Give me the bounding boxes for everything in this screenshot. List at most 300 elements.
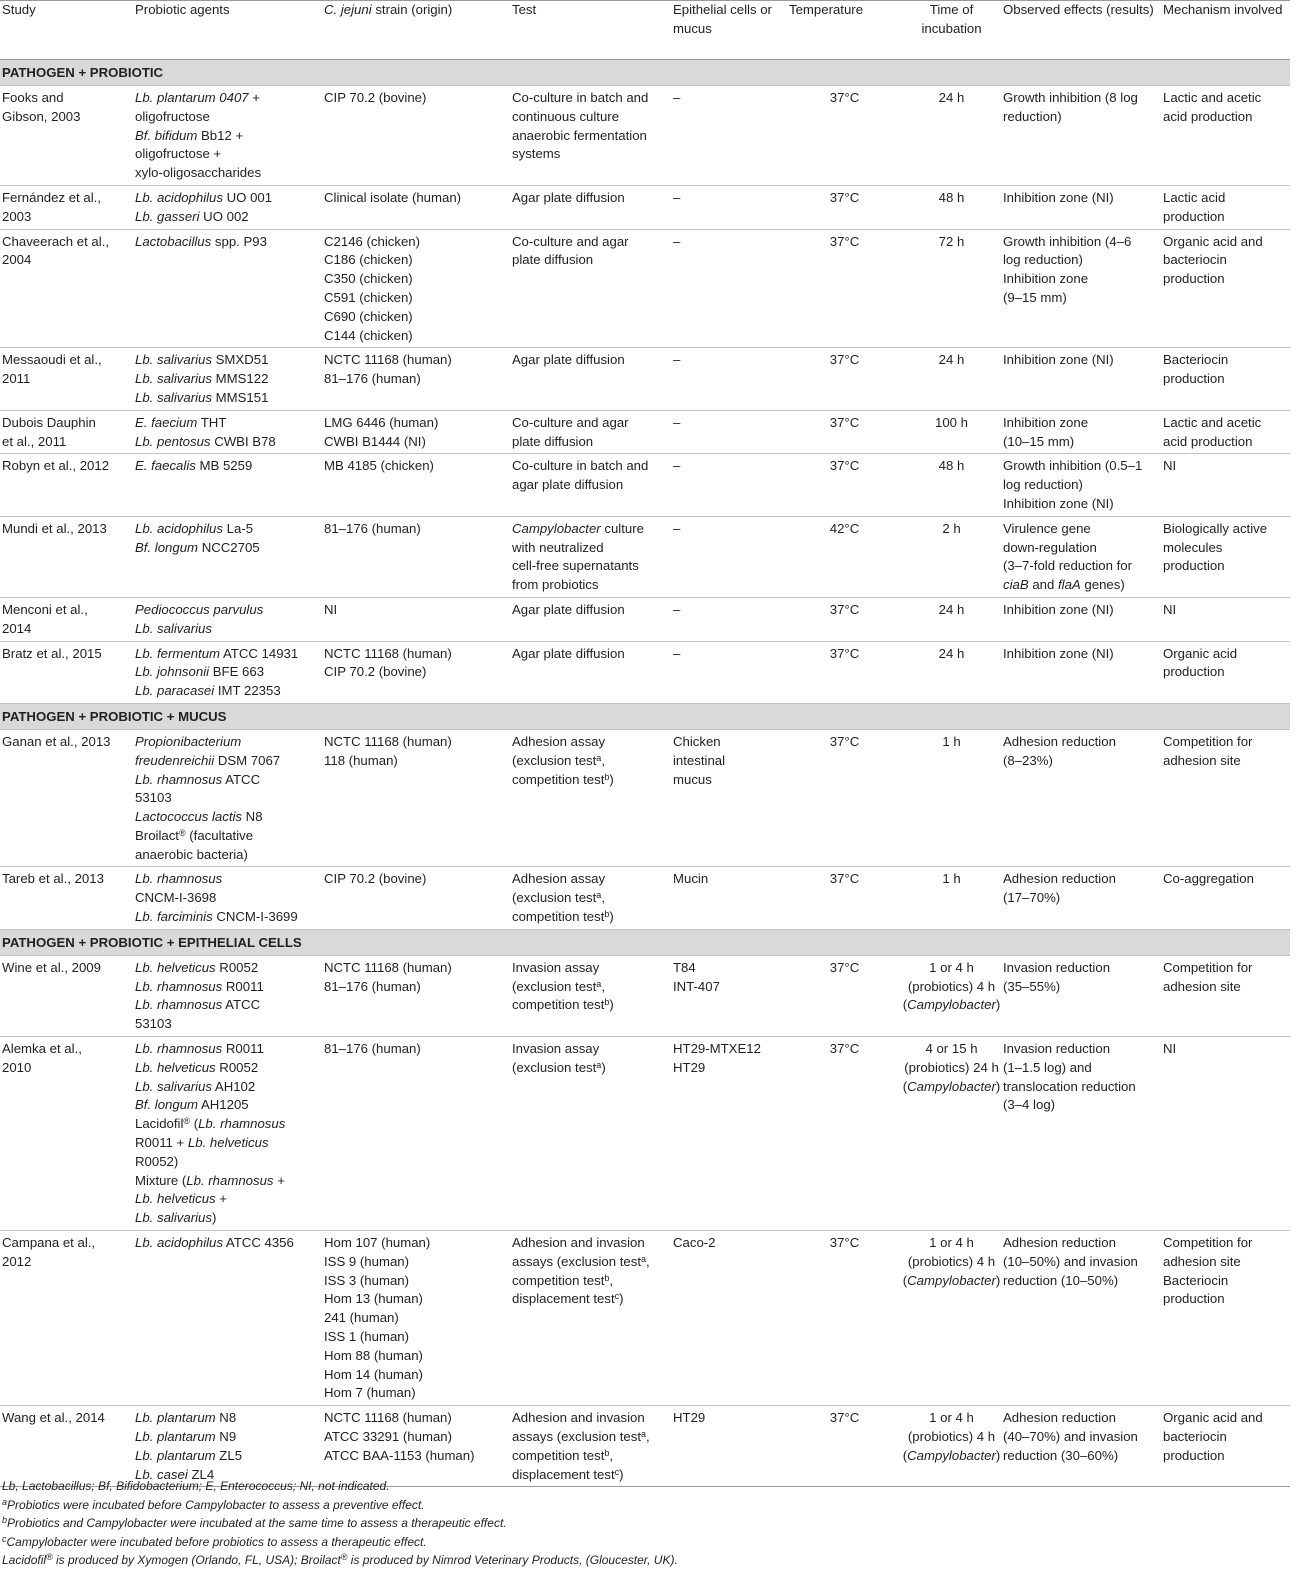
cell-strain-line: Hom 13 (human) — [324, 1291, 423, 1307]
cell-probiotic-line: Lb. salivarius SMXD51 — [135, 352, 269, 368]
cell-temp-line: 37°C — [829, 189, 860, 205]
cell-cells — [671, 867, 787, 929]
cell-probiotic-line: Lb. gasseri UO 002 — [135, 208, 249, 224]
header-effects: Observed effects (results) — [1001, 1, 1161, 60]
table-row — [0, 597, 1290, 641]
cell-strain — [322, 348, 510, 410]
cell-temp-line: 37°C — [829, 414, 860, 430]
cell-cells — [671, 229, 787, 348]
cell-study — [0, 229, 133, 348]
cell-effects-line: Adhesion reduction — [1003, 871, 1116, 887]
cell-cells — [671, 348, 787, 410]
cell-strain-line: CWBI B1444 (NI) — [324, 433, 426, 449]
cell-mechanism — [1161, 641, 1290, 703]
cell-mechanism-line: Lactic acid — [1163, 189, 1226, 205]
cell-test-line: Agar plate diffusion — [512, 601, 625, 617]
cell-test-line: from probiotics — [512, 577, 599, 593]
cell-probiotic-line: Lb. salivarius) — [135, 1210, 217, 1226]
cell-effects — [1001, 185, 1161, 229]
cell-probiotic-line: anaerobic bacteria) — [135, 846, 248, 862]
table-row — [0, 1406, 1290, 1487]
cell-study-line: Wine et al., 2009 — [2, 959, 101, 975]
cell-effects — [1001, 348, 1161, 410]
cell-strain-line: Clinical isolate (human) — [324, 189, 462, 205]
cell-strain — [322, 1231, 510, 1406]
cell-test-line: assays (exclusion test$^a$, — [512, 1253, 650, 1269]
cell-test-line: Agar plate diffusion — [512, 645, 625, 661]
cell-probiotic-line: Lb. johnsonii BFE 663 — [135, 664, 265, 680]
cell-mechanism — [1161, 410, 1290, 454]
cell-time — [900, 729, 1001, 867]
cell-study-line: Bratz et al., 2015 — [2, 645, 102, 661]
cell-probiotic — [133, 641, 322, 703]
cell-effects-line: (1–1.5 log) and — [1003, 1059, 1092, 1075]
cell-temp — [787, 185, 900, 229]
cell-probiotic-line: R0011 + Lb. helveticus — [135, 1135, 269, 1151]
cell-study — [0, 348, 133, 410]
cell-mechanism — [1161, 1406, 1290, 1487]
cell-probiotic-line: Lb. pentosus CWBI B78 — [135, 433, 276, 449]
cell-study — [0, 86, 133, 186]
cell-mechanism-line: production — [1163, 1447, 1225, 1463]
cell-test — [510, 410, 671, 454]
cell-temp — [787, 454, 900, 516]
cell-cells-line: T84 — [673, 959, 696, 975]
cell-temp — [787, 229, 900, 348]
cell-study-line: 2011 — [2, 371, 31, 387]
cell-study-line: et al., 2011 — [2, 433, 67, 449]
cell-test-line: displacement test$^c$) — [512, 1466, 624, 1482]
cell-time-line: (Campylobacter) — [902, 997, 1001, 1013]
cell-mechanism-line: acid production — [1163, 108, 1253, 124]
cell-strain-line: ISS 9 (human) — [324, 1253, 410, 1269]
header-probiotic-agents: Probiotic agents — [133, 1, 322, 60]
cell-strain-line: NCTC 11168 (human) — [324, 733, 452, 749]
cell-effects-line: log reduction) — [1003, 252, 1083, 268]
cell-probiotic-line: Lacidofil® (Lb. rhamnosus — [135, 1116, 286, 1132]
table-row — [0, 410, 1290, 454]
cell-effects-line: (8–23%) — [1003, 752, 1053, 768]
cell-probiotic-line: xylo-oligosaccharides — [135, 165, 262, 181]
cell-test — [510, 729, 671, 867]
cell-study-line: Wang et al., 2014 — [2, 1410, 105, 1426]
cell-test-line: cell-free supernatants — [512, 558, 639, 574]
cell-mechanism-line: NI — [1163, 458, 1177, 474]
cell-study-line: 2014 — [2, 620, 32, 636]
cell-time-line: (probiotics) 4 h — [907, 1253, 996, 1269]
cell-test — [510, 86, 671, 186]
cell-mechanism — [1161, 867, 1290, 929]
cell-effects — [1001, 454, 1161, 516]
cell-strain-line: NCTC 11168 (human) — [324, 352, 452, 368]
cell-cells-line: HT29-MTXE12 — [673, 1041, 761, 1057]
cell-test — [510, 867, 671, 929]
cell-test-line: (exclusion test$^a$, — [512, 890, 605, 906]
cell-effects — [1001, 1231, 1161, 1406]
cell-probiotic-line: Lb. acidophilus La-5 — [135, 520, 254, 536]
cell-time — [900, 516, 1001, 597]
cell-cells-line: intestinal — [673, 752, 726, 768]
cell-cells — [671, 597, 787, 641]
cell-time-line: 24 h — [938, 601, 965, 617]
table-header-row — [0, 1, 1290, 60]
header-strain-species: C. jejuni — [324, 2, 372, 17]
cell-probiotic-line: Lb. helveticus + — [135, 1191, 228, 1207]
cell-test-line: (exclusion test$^a$) — [512, 1059, 606, 1075]
cell-mechanism — [1161, 516, 1290, 597]
cell-test-line: Co-culture and agar — [512, 233, 629, 249]
cell-time — [900, 641, 1001, 703]
cell-probiotic-line: Propionibacterium — [135, 733, 242, 749]
cell-study-line: Tareb et al., 2013 — [2, 871, 104, 887]
cell-time — [900, 1406, 1001, 1487]
cell-strain-line: C350 (chicken) — [324, 271, 413, 287]
header-temperature: Temperature — [787, 1, 900, 60]
cell-study-line: Chaveerach et al., — [2, 233, 110, 249]
cell-cells — [671, 1231, 787, 1406]
cell-test-line: competition test$^b$, — [512, 1272, 614, 1288]
cell-study-line: Ganan et al., 2013 — [2, 733, 111, 749]
cell-time-line: 2 h — [942, 520, 961, 536]
cell-study — [0, 185, 133, 229]
cell-test-line: anaerobic fermentation — [512, 127, 647, 143]
cell-strain — [322, 86, 510, 186]
cell-probiotic-line: Lb. helveticus R0052 — [135, 959, 259, 975]
cell-test — [510, 1231, 671, 1406]
cell-effects — [1001, 410, 1161, 454]
cell-study-line: Alemka et al., — [2, 1041, 82, 1057]
cell-effects — [1001, 597, 1161, 641]
cell-strain-line: Hom 7 (human) — [324, 1385, 416, 1401]
cell-cells-line: – — [673, 645, 681, 661]
header-cells: Epithelial cells or mucus — [671, 1, 787, 60]
cell-strain-line: NCTC 11168 (human) — [324, 1410, 452, 1426]
cell-time-line: 100 h — [934, 414, 968, 430]
cell-probiotic — [133, 597, 322, 641]
cell-study-line: Messaoudi et al., — [2, 352, 102, 368]
cell-effects-line: reduction (30–60%) — [1003, 1447, 1119, 1463]
cell-mechanism-line: acid production — [1163, 433, 1253, 449]
cell-probiotic — [133, 185, 322, 229]
cell-probiotic-line: Lb. salivarius AH102 — [135, 1078, 256, 1094]
cell-study-line: 2004 — [2, 252, 32, 268]
cell-probiotic-line: Lb. plantarum N9 — [135, 1429, 237, 1444]
cell-effects — [1001, 1406, 1161, 1487]
cell-cells-line: HT29 — [673, 1059, 706, 1075]
cell-cells-line: – — [673, 90, 681, 105]
table-row — [0, 1231, 1290, 1406]
cell-cells-line: Mucin — [673, 871, 709, 887]
cell-effects-line: Invasion reduction — [1003, 959, 1111, 975]
cell-effects — [1001, 641, 1161, 703]
cell-cells — [671, 641, 787, 703]
cell-test — [510, 516, 671, 597]
cell-time-line: 1 or 4 h — [929, 959, 974, 975]
cell-mechanism-line: molecules — [1163, 539, 1223, 555]
cell-time-line: 1 h — [942, 733, 961, 749]
cell-strain-line: ISS 1 (human) — [324, 1329, 410, 1345]
cell-temp — [787, 1406, 900, 1487]
cell-time-line: (Campylobacter) — [902, 1078, 1001, 1094]
cell-time — [900, 185, 1001, 229]
cell-mechanism-line: NI — [1163, 601, 1177, 617]
cell-effects-line: Inhibition zone (NI) — [1003, 189, 1114, 205]
cell-test-line: competition test$^b$) — [512, 909, 614, 925]
cell-test-line: Adhesion assay — [512, 733, 606, 749]
cell-probiotic-line: Lb. plantarum N8 — [135, 1410, 237, 1426]
cell-test — [510, 348, 671, 410]
cell-effects-line: (17–70%) — [1003, 890, 1061, 906]
cell-cells — [671, 955, 787, 1036]
cell-study — [0, 1231, 133, 1406]
cell-probiotic-line: Lb. salivarius MMS122 — [135, 371, 269, 387]
cell-temp — [787, 410, 900, 454]
cell-study-line: Robyn et al., 2012 — [2, 458, 110, 474]
cell-test — [510, 454, 671, 516]
cell-probiotic-line: Bf. bifidum Bb12 + — [135, 127, 244, 143]
cell-cells — [671, 454, 787, 516]
cell-probiotic — [133, 86, 322, 186]
cell-study-line: Fernández et al., — [2, 189, 101, 205]
header-mechanism: Mechanism involved — [1161, 1, 1290, 60]
cell-cells-line: – — [673, 414, 681, 430]
cell-strain — [322, 185, 510, 229]
cell-test-line: Invasion assay — [512, 959, 600, 975]
cell-temp — [787, 597, 900, 641]
cell-time — [900, 1231, 1001, 1406]
cell-temp — [787, 641, 900, 703]
cell-test-line: Invasion assay — [512, 1041, 600, 1057]
cell-study-line: 2003 — [2, 208, 32, 224]
cell-strain-line: CIP 70.2 (bovine) — [324, 871, 427, 887]
cell-cells-line: – — [673, 601, 681, 617]
cell-strain-line: ATCC BAA-1153 (human) — [324, 1447, 475, 1463]
cell-time-line: 1 or 4 h — [929, 1410, 974, 1426]
cell-temp — [787, 86, 900, 186]
table-row — [0, 867, 1290, 929]
cell-effects-line: log reduction) — [1003, 477, 1083, 493]
table-row — [0, 1037, 1290, 1231]
cell-effects — [1001, 516, 1161, 597]
cell-strain — [322, 597, 510, 641]
cell-effects-line: Growth inhibition (4–6 — [1003, 233, 1132, 249]
cell-strain — [322, 955, 510, 1036]
cell-strain — [322, 410, 510, 454]
cell-effects-line: translocation reduction — [1003, 1078, 1136, 1094]
cell-probiotic — [133, 1406, 322, 1487]
cell-effects-line: down-regulation — [1003, 539, 1097, 555]
cell-test — [510, 955, 671, 1036]
cell-strain-line: 241 (human) — [324, 1310, 399, 1326]
cell-test-line: Co-culture and agar — [512, 414, 629, 430]
cell-mechanism — [1161, 597, 1290, 641]
cell-cells — [671, 516, 787, 597]
cell-test-line: systems — [512, 146, 561, 162]
cell-effects — [1001, 867, 1161, 929]
cell-effects-line: Inhibition zone — [1003, 414, 1089, 430]
cell-test-line: assays (exclusion test$^a$, — [512, 1429, 650, 1444]
cell-probiotic — [133, 1037, 322, 1231]
cell-temp-line: 37°C — [829, 959, 860, 975]
cell-probiotic-line: Lb. rhamnosus ATCC — [135, 997, 261, 1013]
cell-strain-line: 81–176 (human) — [324, 371, 421, 387]
cell-effects-line: Inhibition zone (NI) — [1003, 645, 1114, 661]
cell-strain — [322, 1406, 510, 1487]
cell-mechanism-line: Biologically active — [1163, 520, 1268, 536]
section-title: PATHOGEN + PROBIOTIC — [0, 60, 1290, 86]
cell-temp-line: 37°C — [829, 601, 860, 617]
cell-probiotic-line: Lb. rhamnosus ATCC — [135, 771, 261, 787]
table-row — [0, 454, 1290, 516]
cell-mechanism-line: NI — [1163, 1041, 1177, 1057]
cell-mechanism-line: Competition for — [1163, 733, 1253, 749]
cell-probiotic-line: E. faecalis MB 5259 — [135, 458, 253, 474]
cell-mechanism — [1161, 729, 1290, 867]
cell-strain-line: C690 (chicken) — [324, 308, 413, 324]
cell-mechanism — [1161, 1037, 1290, 1231]
cell-time-line: 1 h — [942, 871, 961, 887]
cell-probiotic-line: Lb. salivarius MMS151 — [135, 389, 269, 405]
cell-strain-line: LMG 6446 (human) — [324, 414, 439, 430]
cell-effects-line: (3–4 log) — [1003, 1097, 1056, 1113]
cell-study — [0, 454, 133, 516]
cell-study-line: Dubois Dauphin — [2, 414, 96, 430]
cell-cells-line: HT29 — [673, 1410, 706, 1426]
cell-mechanism-line: production — [1163, 208, 1225, 224]
cell-study — [0, 867, 133, 929]
cell-mechanism-line: production — [1163, 1291, 1225, 1307]
cell-time-line: (probiotics) 4 h — [907, 978, 996, 994]
cell-mechanism-line: Organic acid and — [1163, 233, 1263, 249]
table-row — [0, 185, 1290, 229]
cell-temp-line: 37°C — [829, 733, 860, 749]
footnote: $^b$Probiotics and Campylobacter were incubated at the same time to assess a therapeutic effect. — [2, 1515, 507, 1530]
section-header-row — [0, 703, 1290, 729]
cell-test-line: Co-culture in batch and — [512, 458, 649, 474]
cell-time — [900, 86, 1001, 186]
cell-probiotic-line: Lb. rhamnosus R0011 — [135, 1041, 264, 1057]
cell-study-line: Campana et al., — [2, 1235, 96, 1251]
cell-effects — [1001, 729, 1161, 867]
cell-strain-line: C186 (chicken) — [324, 252, 413, 268]
cell-temp-line: 37°C — [829, 90, 860, 105]
cell-probiotic-line: R0052) — [135, 1153, 179, 1169]
cell-mechanism-line: Co-aggregation — [1163, 871, 1254, 887]
cell-test-line: competition test$^b$, — [512, 1447, 614, 1463]
cell-mechanism-line: production — [1163, 664, 1225, 680]
cell-probiotic-line: Bf. longum AH1205 — [135, 1097, 249, 1113]
cell-study — [0, 597, 133, 641]
cell-time-line: (probiotics) 4 h — [907, 1429, 996, 1444]
cell-probiotic-line: Lactococcus lactis N8 — [135, 809, 263, 825]
cell-effects-line: reduction) — [1003, 108, 1062, 124]
header-time: Time of incubation — [900, 1, 1001, 60]
cell-time — [900, 597, 1001, 641]
cell-temp-line: 37°C — [829, 458, 860, 474]
cell-test-line: plate diffusion — [512, 252, 594, 268]
cell-test-line: Agar plate diffusion — [512, 189, 625, 205]
cell-mechanism-line: Competition for — [1163, 959, 1253, 975]
cell-mechanism-line: Competition for — [1163, 1235, 1253, 1251]
cell-time — [900, 955, 1001, 1036]
cell-temp-line: 42°C — [829, 520, 860, 536]
cell-probiotic-line: oligofructose + — [135, 146, 222, 162]
cell-effects-line: Adhesion reduction — [1003, 1235, 1116, 1251]
cell-temp — [787, 955, 900, 1036]
table-body — [0, 60, 1290, 1487]
cell-effects-line: (40–70%) and invasion — [1003, 1429, 1138, 1444]
cell-probiotic-line: Lb. plantarum 0407 + — [135, 90, 261, 105]
cell-time-line: (Campylobacter) — [902, 1447, 1001, 1463]
cell-time — [900, 867, 1001, 929]
cell-effects — [1001, 955, 1161, 1036]
cell-effects-line: (35–55%) — [1003, 978, 1061, 994]
cell-probiotic-line: freudenreichii DSM 7067 — [135, 752, 281, 768]
cell-mechanism — [1161, 955, 1290, 1036]
cell-effects-line: Virulence gene — [1003, 520, 1091, 536]
cell-time-line: 48 h — [938, 458, 965, 474]
cell-mechanism — [1161, 454, 1290, 516]
cell-probiotic-line: Lactobacillus spp. P93 — [135, 233, 267, 249]
cell-study-line: Menconi et al., — [2, 601, 88, 617]
footnote: Lacidofil® is produced by Xymogen (Orlando, FL, USA); Broilact® is produced by Nimrod Veterinary Products, (Gloucester, UK). — [2, 1552, 678, 1567]
cell-effects-line: Inhibition zone — [1003, 271, 1089, 287]
cell-strain-line: 118 (human) — [324, 752, 398, 768]
cell-temp — [787, 729, 900, 867]
cell-study — [0, 955, 133, 1036]
cell-time-line: 24 h — [938, 352, 965, 368]
table-row — [0, 86, 1290, 186]
cell-time-line: 24 h — [938, 90, 965, 105]
cell-mechanism-line: adhesion site — [1163, 1253, 1241, 1269]
cell-time — [900, 454, 1001, 516]
cell-temp — [787, 1231, 900, 1406]
cell-temp — [787, 867, 900, 929]
cell-cells-line: Caco-2 — [673, 1235, 716, 1251]
cell-study — [0, 410, 133, 454]
cell-probiotic — [133, 410, 322, 454]
cell-cells-line: Chicken — [673, 733, 721, 749]
cell-effects-line: Inhibition zone (NI) — [1003, 495, 1114, 511]
cell-probiotic-line: Lb. fermentum ATCC 14931 — [135, 645, 299, 661]
cell-test-line: Co-culture in batch and — [512, 90, 649, 105]
cell-study-line: 2012 — [2, 1253, 32, 1269]
cell-probiotic-line: Lb. farciminis CNCM-I-3699 — [135, 909, 298, 925]
cell-strain — [322, 454, 510, 516]
cell-study — [0, 1037, 133, 1231]
cell-strain-line: NCTC 11168 (human) — [324, 645, 452, 661]
table-row — [0, 641, 1290, 703]
table-row — [0, 729, 1290, 867]
footnote: Lb, Lactobacillus; Bf, Bifidobacterium; E, Enterococcus; NI, not indicated. — [2, 1479, 390, 1493]
cell-strain-line: C2146 (chicken) — [324, 233, 421, 249]
cell-time-line: 1 or 4 h — [929, 1235, 974, 1251]
cell-strain — [322, 1037, 510, 1231]
cell-test — [510, 185, 671, 229]
cell-strain-line: 81–176 (human) — [324, 978, 421, 994]
cell-effects — [1001, 229, 1161, 348]
table-row — [0, 348, 1290, 410]
cell-probiotic — [133, 1231, 322, 1406]
cell-mechanism-line: Bacteriocin — [1163, 352, 1229, 368]
cell-test-line: Adhesion and invasion — [512, 1235, 645, 1251]
cell-study — [0, 516, 133, 597]
cell-strain-line: C144 (chicken) — [324, 327, 413, 343]
cell-strain-line: Hom 14 (human) — [324, 1366, 423, 1382]
cell-test — [510, 229, 671, 348]
cell-probiotic-line: Lb. helveticus R0052 — [135, 1059, 259, 1075]
table-row — [0, 516, 1290, 597]
